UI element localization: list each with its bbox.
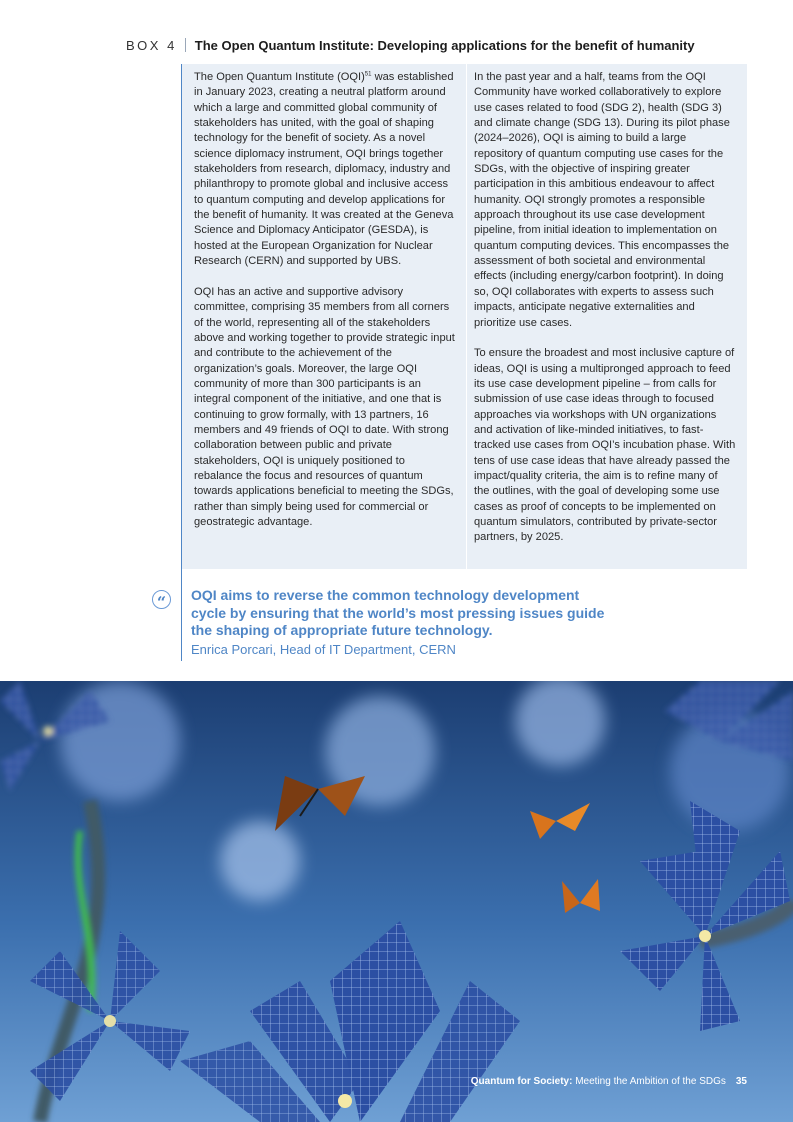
left-column — [194, 70, 456, 530]
solar-flowers-photo — [0, 681, 793, 1122]
quote-attribution: Enrica Porcari, Head of IT Department, CERN — [191, 642, 456, 657]
box-title: The Open Quantum Institute: Developing applications for the benefit of humanity — [194, 37, 695, 53]
left-paragraph-2: OQI has an active and supportive advisory committee, comprising 35 members from all corners of the world, representing all of the stakeholders above and working together to provide strategic input and contribute to the achievement of the organization’s goals. Moreover, the large OQI community of more than 300 participants is an integral component of the initiative, and one that is continuing to grow formally, with 13 partners, 16 members and 49 friends of OQI to date. With strong collaboration between public and private stakeholders, OQI is uniquely positioned to rebalance the focus and resources of quantum towards applications beneficial to meeting the SDGs, rather than simply being used for commercial or geostrategic advantage. — [194, 285, 455, 528]
box-separator — [185, 38, 186, 52]
box-header — [126, 36, 695, 54]
quote-mark-icon: “ — [152, 590, 171, 609]
box-label: BOX 4 — [126, 37, 177, 53]
report-title-bold: Quantum for Society: — [470, 1076, 573, 1087]
page-number: 35 — [735, 1076, 747, 1087]
box-panel — [181, 64, 747, 569]
right-paragraph-2: To ensure the broadest and most inclusive capture of ideas, OQI is using a multipronged approach to feed its use case development pipeline – from calls for submission of use case ideas through to focused approaches via workshops with UN organizations and activation of like-minded initiatives, to fast-tracked use cases from OQI’s incubation phase. With tens of use case ideas that have already passed the impact/quality criteria, the aim is to refine many of the outlines, with the goal of developing some use cases as proof of concepts to be implemented on quantum simulators, contributed by private-sector partners, by 2025. — [474, 347, 736, 544]
left-paragraph-1: The Open Quantum Institute (OQI)$^{51}$ was established in January 2023, creating a neutral platform around which a large and committed global community of stakeholders has united, with the goal of shaping technology for the benefit of society. As a novel science diplomacy instrument, OQI brings together stakeholders from research, diplomacy, industry and philanthropy to promote global and inclusive access to quantum computing and develop applications for the benefit of humanity. It was created at the Geneva Science and Diplomacy Anticipator (GESDA), is hosted at the European Organization for Nuclear Research (CERN) and supported by UBS. — [194, 71, 454, 268]
pull-quote: OQI aims to reverse the common technology development cycle by ensuring that the world’s most pressing issues guide the shaping of appropriate future technology. — [191, 587, 605, 638]
right-column — [474, 70, 736, 546]
report-title-rest: Meeting the Ambition of the SDGs — [572, 1076, 726, 1087]
footnote-ref[interactable]: 51 — [364, 71, 372, 78]
quote-rule — [181, 569, 182, 661]
right-paragraph-1: In the past year and a half, teams from the OQI Community have worked collaboratively to explore use cases related to food (SDG 2), health (SDG 3) and climate change (SDG 13). During its pilot phase (2024–2026), OQI is aiming to build a large repository of quantum computing use cases for the SDGs, with the objective of inspiring greater participation in this ambitious endeavour to affect humanity. OQI strongly promotes a responsible approach throughout its use case development pipeline, from initial ideation to implementation on quantum computing devices. This encompasses the assessment of both societal and environmental effects (including energy/carbon footprint). In doing so, OQI collaborates with experts to assess such impacts, anticipate negative externalities and prioritize use cases. — [474, 71, 730, 329]
page-footer — [471, 1076, 747, 1087]
column-divider — [466, 64, 467, 569]
